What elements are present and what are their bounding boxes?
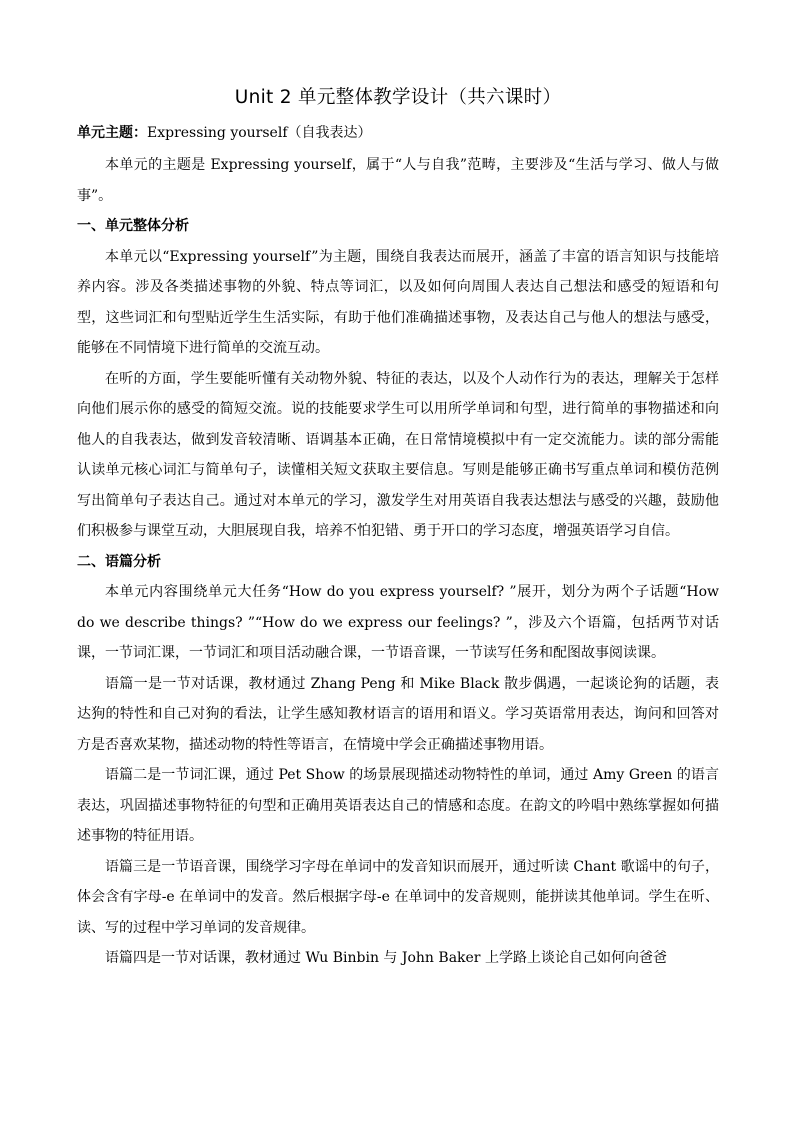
unit-theme-label: 单元主题： [77,125,147,141]
intro-paragraph: 本单元的主题是 Expressing yourself，属于“人与自我”范畴，主要涉及“生活与学习、做人与做事”。 [77,157,719,204]
unit-theme-line [77,120,719,146]
section-heading-discourse: 二、语篇分析 [77,553,161,570]
unit-theme-value: Expressing yourself（自我表达） [147,125,372,141]
section-heading-analysis: 一、单元整体分析 [77,218,189,234]
page-title: Unit 2 单元整体教学设计（共六课时） [234,87,562,108]
discourse-paragraph-1: 本单元内容围绕单元大任务“How do you express yourself? ”展开，划分为两个子话题“How do we describe things? ”“How do we express our feelings? ”，涉及六个语篇，包括两节对话课，一节词汇课，一节词汇和项目活动融合课，一节语音课，一节读写任务和配图故事阅读课。 [77,584,719,661]
document-body [77,84,719,974]
discourse-paragraph-4: 语篇三是一节语音课，围绕学习字母在单词中的发音知识而展开，通过听读 Chant 歌谣中的句子，体会含有字母-e 在单词中的发音。然后根据字母-e 在单词中的发音规则，能拼读其他单词。学生在听、读、写的过程中学习单词的发音规律。 [77,858,719,936]
discourse-paragraph-2: 语篇一是一节对话课，教材通过 Zhang Peng 和 Mike Black 散步偶遇，一起谈论狗的话题，表达狗的特性和自己对狗的看法，让学生感知教材语言的语用和语义。学习英语常用表达，询问和回答对方是否喜欢某物，描述动物的特性等语言，在情境中学会正确描述事物用语。 [77,675,719,753]
discourse-paragraph-5: 语篇四是一节对话课，教材通过 Wu Binbin 与 John Baker 上学路上谈论自己如何向爸爸 [105,950,667,966]
analysis-paragraph-1: 本单元以“Expressing yourself”为主题，围绕自我表达而展开，涵盖了丰富的语言知识与技能培养内容。涉及各类描述事物的外貌、特点等词汇，以及如何向周围人表达自己想法和感受的短语和句型，这些词汇和句型贴近学生生活实际，有助于他们准确描述事物，及表达自己与他人的想法与感受，能够在不同情境下进行简单的交流互动。 [77,248,719,356]
analysis-paragraph-2: 在听的方面，学生要能听懂有关动物外貌、特征的表达，以及个人动作行为的表达，理解关于怎样向他们展示你的感受的简短交流。说的技能要求学生可以用所学单词和句型，进行简单的事物描述和向他人的自我表达，做到发音较清晰、语调基本正确，在日常情境模拟中有一定交流能力。读的部分需能认读单元核心词汇与简单句子，读懂相关短文获取主要信息。写则是能够正确书写重点单词和模仿范例写出简单句子表达自己。通过对本单元的学习，激发学生对用英语自我表达想法与感受的兴趣，鼓励他们积极参与课堂互动，大胆展现自我，培养不怕犯错、勇于开口的学习态度，增强英语学习自信。 [77,370,719,539]
discourse-paragraph-3: 语篇二是一节词汇课，通过 Pet Show 的场景展现描述动物特性的单词，通过 Amy Green 的语言表达，巩固描述事物特征的句型和正确用英语表达自己的情感和态度。在韵文的吟唱中熟练掌握如何描述事物的特征用语。 [77,767,719,844]
